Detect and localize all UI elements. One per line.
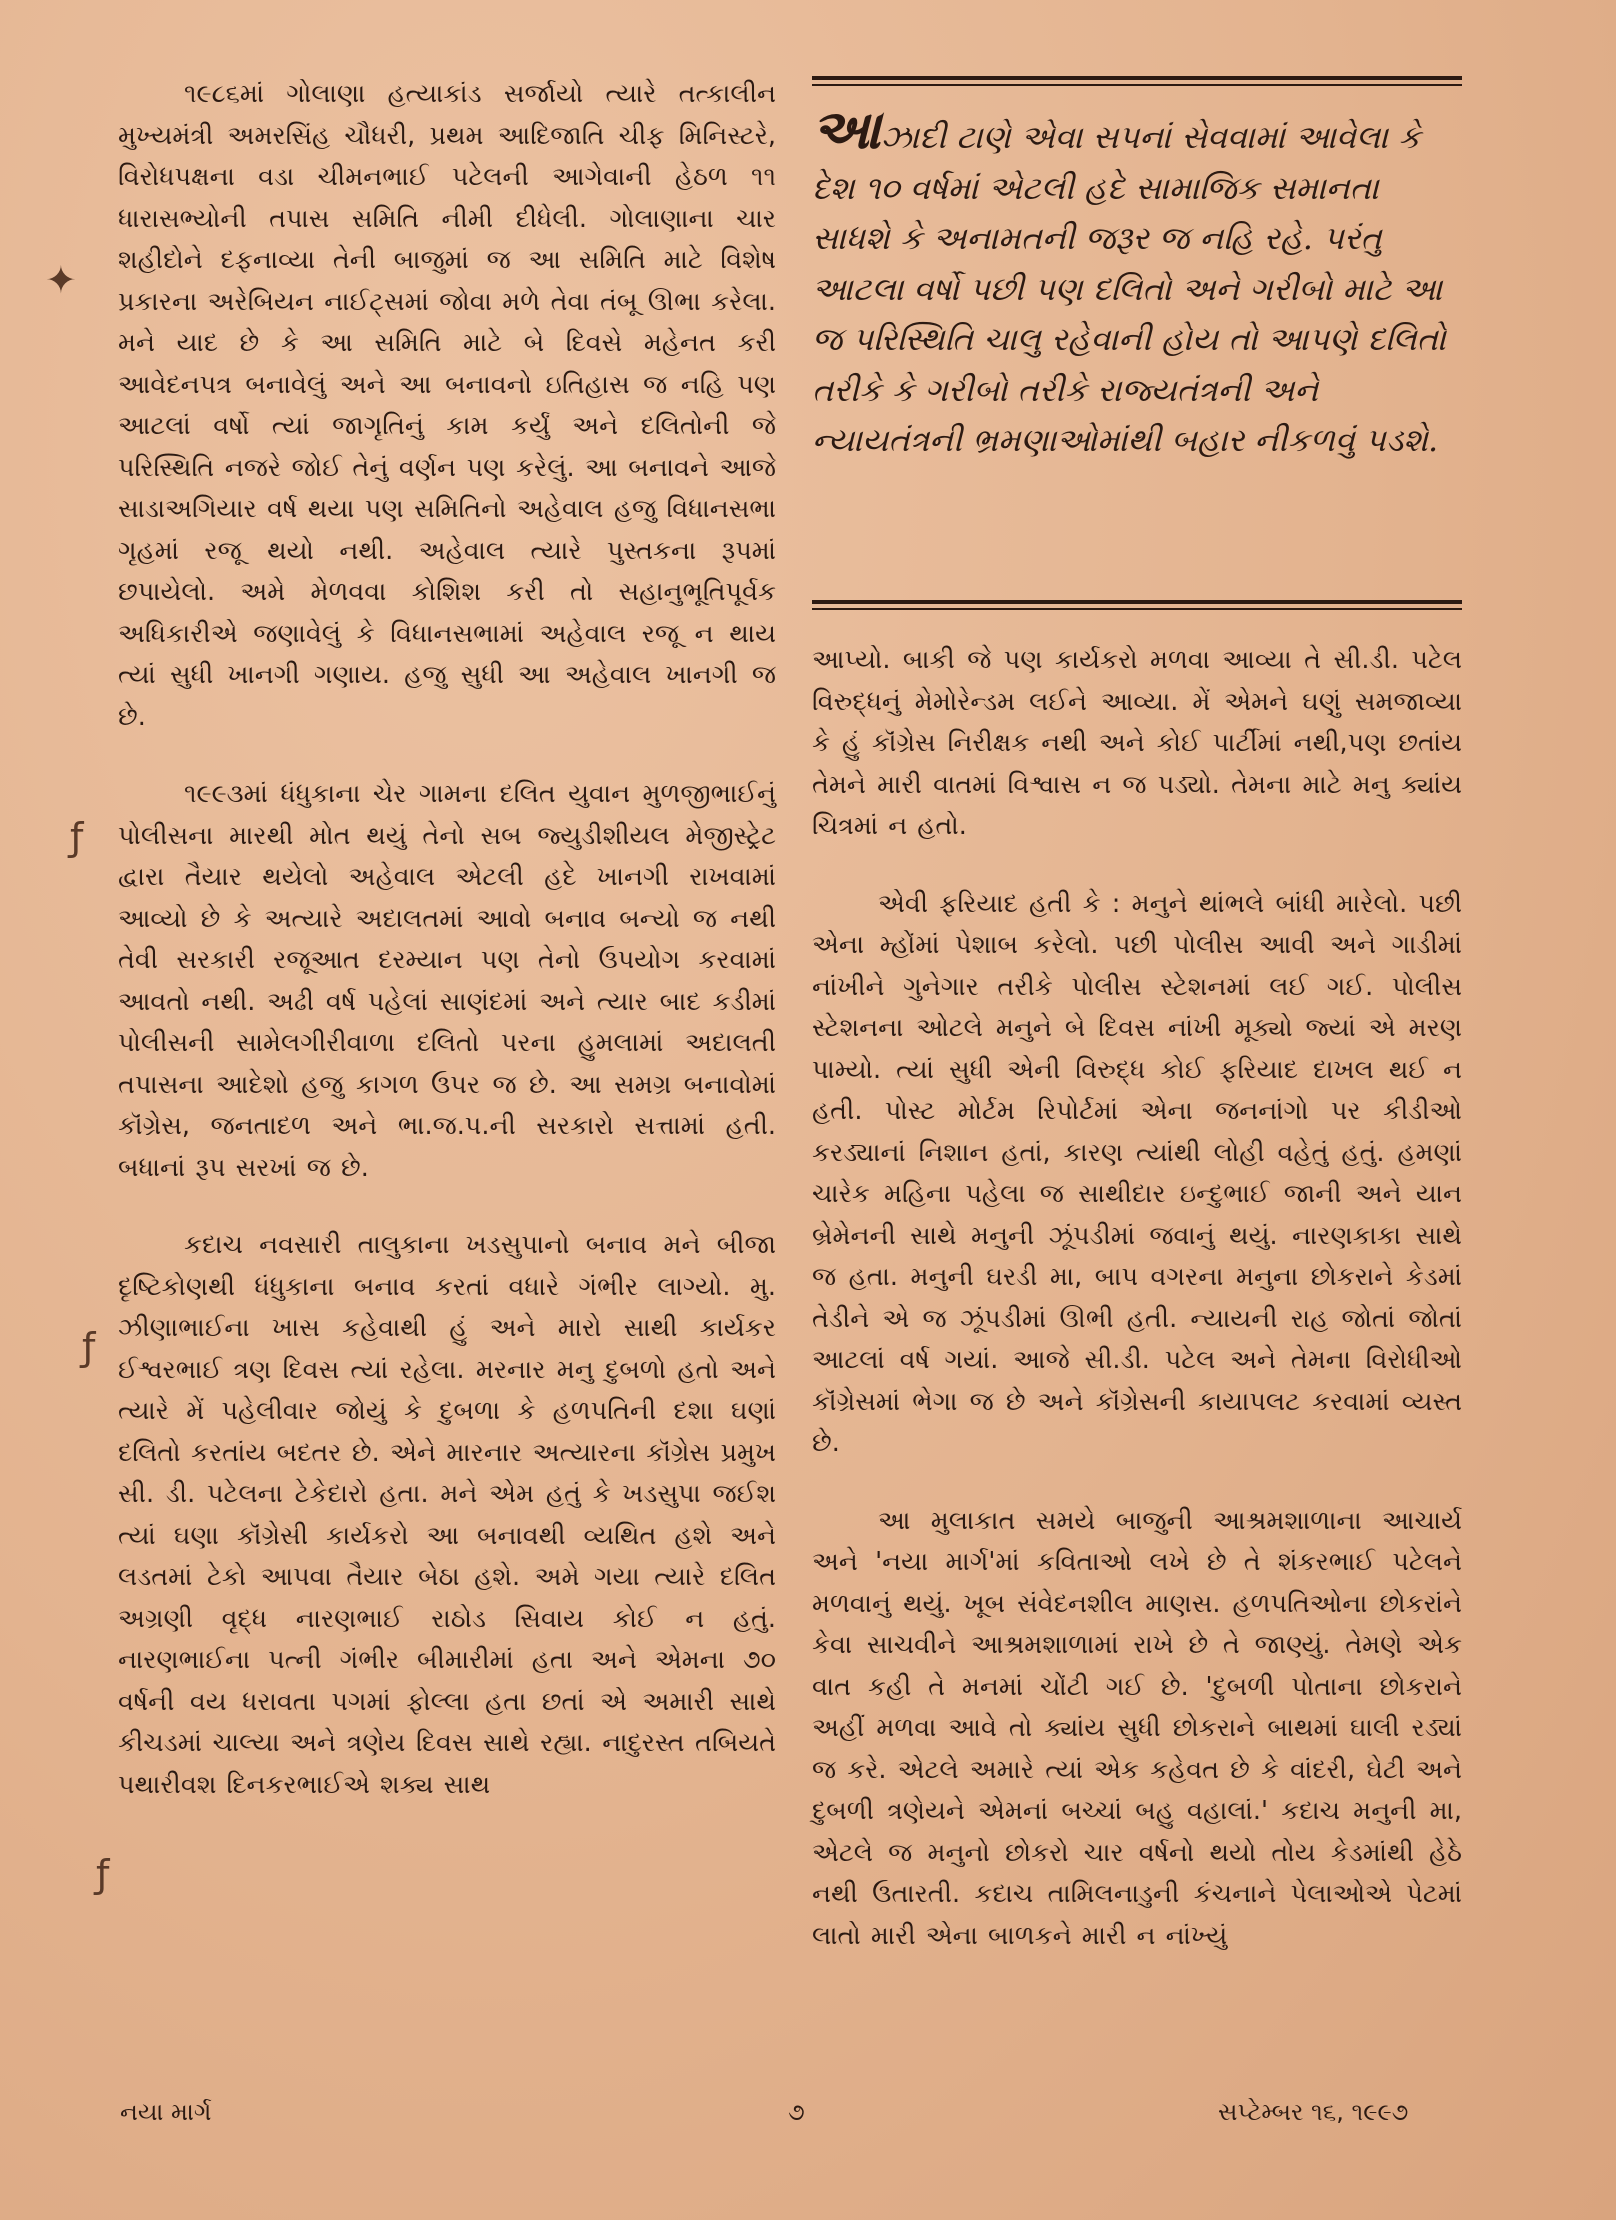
pull-quote-bottom-rule xyxy=(812,600,1462,604)
left-paragraph-3: કદાચ નવસારી તાલુકાના ખડસુપાનો બનાવ મને બીજા દૃષ્ટિકોણથી ધંધુકાના બનાવ કરતાં વધારે ગંભીર લાગ્યો. મુ. ઝીણાભાઈના ખાસ કહેવાથી હું અને મારો સાથી કાર્યકર ઈશ્વરભાઈ ત્રણ દિવસ ત્યાં રહેલા. મરનાર મનુ દુબળો હતો અને ત્યારે મેં પહેલીવાર જોયું કે દુબળા કે હળપતિની દશા ઘણાં દલિતો કરતાંય બદતર છે. એને મારનાર અત્યારના કૉંગ્રેસ પ્રમુખ સી. ડી. પટેલના ટેકેદારો હતા. મને એમ હતું કે ખડસુપા જઈશ ત્યાં ઘણા કૉંગ્રેસી કાર્યકરો આ બનાવથી વ્યથિત હશે અને લડતમાં ટેકો આપવા તૈયાર બેઠા હશે. અમે ગયા ત્યારે દલિત અગ્રણી વૃદ્ધ નારણભાઈ રાઠોડ સિવાય કોઈ ન હતું. નારણભાઈના પત્ની ગંભીર બીમારીમાં હતા અને એમના ૭૦ વર્ષની વય ધરાવતા પગમાં ફોલ્લા હતા છતાં એ અમારી સાથે કીચડમાં ચાલ્યા અને ત્રણેય દિવસ સાથે રહ્યા. નાદુરસ્ત તબિયતે પથારીવશ દિનકરભાઈએ શક્ય સાથ xyxy=(118,1230,776,1800)
page-footer xyxy=(0,2098,1616,2138)
pull-quote-dropcap: આ xyxy=(812,97,881,161)
margin-mark: ✦ xyxy=(45,258,77,302)
footer-date: સપ્ટેમ્બર ૧૬, ૧૯૯૭ xyxy=(1218,2098,1409,2126)
margin-mark: ƒ xyxy=(70,815,84,859)
pull-quote xyxy=(812,97,1462,466)
left-column xyxy=(118,74,776,1806)
right-column xyxy=(812,640,1462,1957)
right-paragraph-1: આપ્યો. બાકી જે પણ કાર્યકરો મળવા આવ્યા તે સી.ડી. પટેલ વિરુદ્ધનું મેમોરેન્ડમ લઈને આવ્યા. મેં એમને ઘણું સમજાવ્યા કે હું કૉંગ્રેસ નિરીક્ષક નથી અને કોઈ પાર્ટીમાં નથી,પણ છતાંય તેમને મારી વાતમાં વિશ્વાસ ન જ પડ્યો. તેમના માટે મનુ ક્યાંય ચિત્રમાં ન હતો. xyxy=(812,645,1462,841)
margin-mark: ƒ xyxy=(82,1325,96,1369)
pull-quote-text: ઝાદી ટાણે એવા સપનાં સેવવામાં આવેલા કે દેશ ૧૦ વર્ષમાં એટલી હદે સામાજિક સમાનતા સાધશે કે અનામતની જરૂર જ નહિ રહે. પરંતુ આટલા વર્ષો પછી પણ દલિતો અને ગરીબો માટે આ જ પરિસ્થિતિ ચાલુ રહેવાની હોય તો આપણે દલિતો તરીકે કે ગરીબો તરીકે રાજ્યતંત્રની અને ન્યાયતંત્રની ભ્રમણાઓમાંથી બહાર નીકળવું પડશે. xyxy=(812,118,1446,459)
right-paragraph-3: આ મુલાકાત સમયે બાજુની આશ્રમશાળાના આચાર્ય અને 'નયા માર્ગ'માં કવિતાઓ લખે છે તે શંકરભાઈ પટેલને મળવાનું થયું. ખૂબ સંવેદનશીલ માણસ. હળપતિઓના છોકરાંને કેવા સાચવીને આશ્રમશાળામાં રાખે છે તે જાણ્યું. તેમણે એક વાત કહી તે મનમાં ચોંટી ગઈ છે. 'દુબળી પોતાના છોકરાને અહીં મળવા આવે તો ક્યાંય સુધી છોકરાને બાથમાં ઘાલી રડ્યાં જ કરે. એટલે અમારે ત્યાં એક કહેવત છે કે વાંદરી, ઘેટી અને દુબળી ત્રણેયને એમનાં બચ્ચાં બહુ વહાલાં.' કદાચ મનુની મા, એટલે જ મનુનો છોકરો ચાર વર્ષનો થયો તોય કેડમાંથી હેઠે નથી ઉતારતી. કદાચ તામિલનાડુની કંચનાને પેલાઓએ પેટમાં લાતો મારી એના બાળકને મારી ન નાંખ્યું xyxy=(812,1505,1462,1951)
left-paragraph-2: ૧૯૯૩માં ધંધુકાના ચેર ગામના દલિત યુવાન મુળજીભાઈનું પોલીસના મારથી મોત થયું તેનો સબ જ્યુડીશીયલ મેજીસ્ટ્રેટ દ્વારા તૈયાર થયેલો અહેવાલ એટલી હદે ખાનગી રાખવામાં આવ્યો છે કે અત્યારે અદાલતમાં આવો બનાવ બન્યો જ નથી તેવી સરકારી રજૂઆત દરમ્યાન પણ તેનો ઉપયોગ કરવામાં આવતો નથી. અઢી વર્ષ પહેલાં સાણંદમાં અને ત્યાર બાદ કડીમાં પોલીસની સામેલગીરીવાળા દલિતો પરના હુમલામાં અદાલતી તપાસના આદેશો હજુ કાગળ ઉપર જ છે. આ સમગ્ર બનાવોમાં કૉંગ્રેસ, જનતાદળ અને ભા.જ.પ.ની સરકારો સત્તામાં હતી. બધાનાં રૂપ સરખાં જ છે. xyxy=(118,779,776,1183)
left-paragraph-1: ૧૯૮૬માં ગોલાણા હત્યાકાંડ સર્જાયો ત્યારે તત્કાલીન મુખ્યમંત્રી અમરસિંહ ચૌધરી, પ્રથમ આદિજાતિ ચીફ મિનિસ્ટરે, વિરોધપક્ષના વડા ચીમનભાઈ પટેલની આગેવાની હેઠળ ૧૧ ધારાસભ્યોની તપાસ સમિતિ નીમી દીધેલી. ગોલાણાના ચાર શહીદોને દફનાવ્યા તેની બાજુમાં જ આ સમિતિ માટે વિશેષ પ્રકારના અરેબિયન નાઈટ્સમાં જોવા મળે તેવા તંબૂ ઊભા કરેલા. મને યાદ છે કે આ સમિતિ માટે બે દિવસે મહેનત કરી આવેદનપત્ર બનાવેલું અને આ બનાવનો ઇતિહાસ જ નહિ પણ આટલાં વર્ષો ત્યાં જાગૃતિનું કામ કર્યું અને દલિતોની જે પરિસ્થિતિ નજરે જોઈ તેનું વર્ણન પણ કરેલું. આ બનાવને આજે સાડાઅગિયાર વર્ષ થયા પણ સમિતિનો અહેવાલ હજુ વિધાનસભા ગૃહમાં રજૂ થયો નથી. અહેવાલ ત્યારે પુસ્તકના રૂપમાં છપાયેલો. અમે મેળવવા કોશિશ કરી તો સહાનુભૂતિપૂર્વક અધિકારીએ જણાવેલું કે વિધાનસભામાં અહેવાલ રજૂ ન થાય ત્યાં સુધી ખાનગી ગણાય. હજુ સુધી આ અહેવાલ ખાનગી જ છે. xyxy=(118,79,776,732)
footer-publication: નયા માર્ગ xyxy=(120,2098,212,2126)
margin-mark: ƒ xyxy=(96,1852,110,1896)
pull-quote-top-rule xyxy=(812,76,1462,80)
footer-page-number: ૭ xyxy=(788,2098,805,2126)
right-paragraph-2: એવી ફરિયાદ હતી કે : મનુને થાંભલે બાંધી મારેલો. પછી એના મ્હોંમાં પેશાબ કરેલો. પછી પોલીસ આવી અને ગાડીમાં નાંખીને ગુનેગાર તરીકે પોલીસ સ્ટેશનમાં લઈ ગઈ. પોલીસ સ્ટેશનના ઓટલે મનુને બે દિવસ નાંખી મૂક્યો જ્યાં એ મરણ પામ્યો. ત્યાં સુધી એની વિરુદ્ધ કોઈ ફરિયાદ દાખલ થઈ ન હતી. પોસ્ટ મોર્ટમ રિપોર્ટમાં એના જનનાંગો પર કીડીઓ કરડ્યાનાં નિશાન હતાં, કારણ ત્યાંથી લોહી વહેતું હતું. હમણાં ચારેક મહિના પહેલા જ સાથીદાર ઇન્દુભાઈ જાની અને યાન બ્રેમેનની સાથે મનુની ઝૂંપડીમાં જવાનું થયું. નારણકાકા સાથે જ હતા. મનુની ઘરડી મા, બાપ વગરના મનુના છોકરાને કેડમાં તેડીને એ જ ઝૂંપડીમાં ઊભી હતી. ન્યાયની રાહ જોતાં જોતાં આટલાં વર્ષ ગયાં. આજે સી.ડી. પટેલ અને તેમના વિરોધીઓ કૉંગ્રેસમાં ભેગા જ છે અને કૉંગ્રેસની કાયાપલટ કરવામાં વ્યસ્ત છે. xyxy=(812,888,1462,1458)
